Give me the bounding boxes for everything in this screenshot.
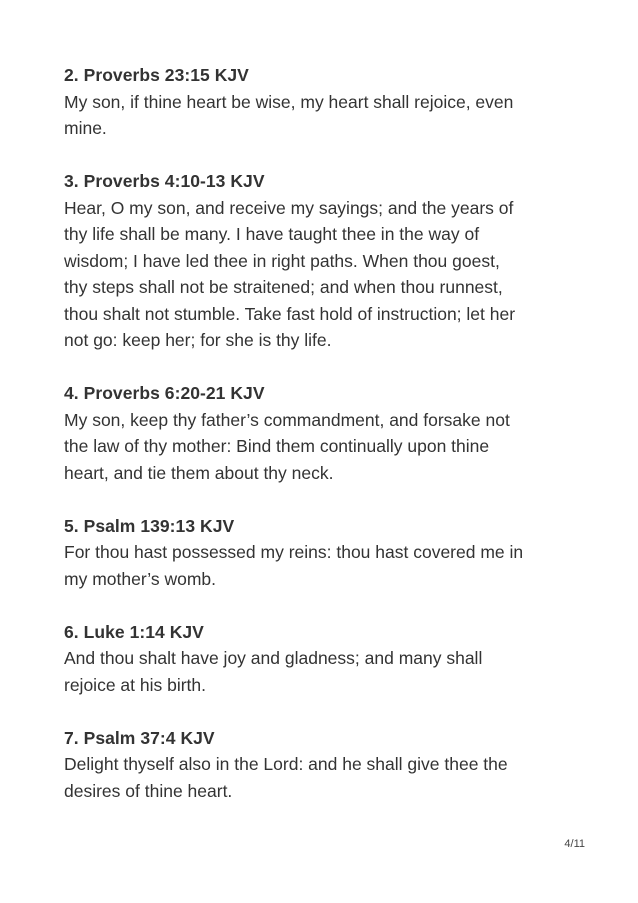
verse-line: desires of thine heart.	[64, 780, 233, 801]
verse-block	[64, 725, 594, 805]
verse-heading: 7. Psalm 37:4 KJV	[64, 727, 215, 748]
verse-text	[64, 539, 594, 592]
verse-text	[64, 89, 594, 142]
verse-line: My son, if thine heart be wise, my heart shall rejoice, even	[64, 91, 514, 112]
verse-line: wisdom; I have led thee in right paths. When thou goest,	[64, 250, 500, 271]
verse-heading: 5. Psalm 139:13 KJV	[64, 515, 235, 536]
verse-text	[64, 407, 594, 487]
verse-line: mine.	[64, 118, 107, 138]
verse-line: heart, and tie them about thy neck.	[64, 462, 334, 483]
verse-text	[64, 195, 594, 354]
verse-line: My son, keep thy father’s commandment, and forsake not	[64, 409, 510, 430]
verse-block	[64, 168, 594, 354]
verse-line: For thou hast possessed my reins: thou hast covered me in	[64, 542, 524, 562]
verse-block	[64, 619, 594, 699]
verse-line: the law of thy mother: Bind them continually upon thine	[64, 436, 490, 456]
verse-heading: 6. Luke 1:14 KJV	[64, 621, 204, 642]
verse-heading: 3. Proverbs 4:10-13 KJV	[64, 171, 265, 191]
verse-line: my mother’s womb.	[64, 568, 217, 589]
verse-block	[64, 380, 594, 486]
verse-block	[64, 513, 594, 593]
verse-heading: 2. Proverbs 23:15 KJV	[64, 65, 249, 85]
verse-line: Delight thyself also in the Lord: and he shall give thee the	[64, 754, 508, 774]
verse-block	[64, 62, 594, 142]
verse-line: Hear, O my son, and receive my sayings; and the years of	[64, 197, 514, 218]
verse-line: not go: keep her; for she is thy life.	[64, 330, 332, 350]
verse-line: thy life shall be many. I have taught thee in the way of	[64, 224, 480, 244]
verse-heading: 4. Proverbs 6:20-21 KJV	[64, 383, 265, 403]
verse-line: thy steps shall not be straitened; and when thou runnest,	[64, 277, 503, 297]
verse-text	[64, 645, 594, 698]
verse-line: And thou shalt have joy and gladness; and many shall	[64, 648, 483, 668]
verse-line: thou shalt not stumble. Take fast hold of instruction; let her	[64, 303, 516, 324]
verse-line: rejoice at his birth.	[64, 674, 207, 695]
page-number: 4/11	[564, 838, 585, 850]
document-page	[64, 62, 594, 831]
verse-text	[64, 751, 594, 804]
